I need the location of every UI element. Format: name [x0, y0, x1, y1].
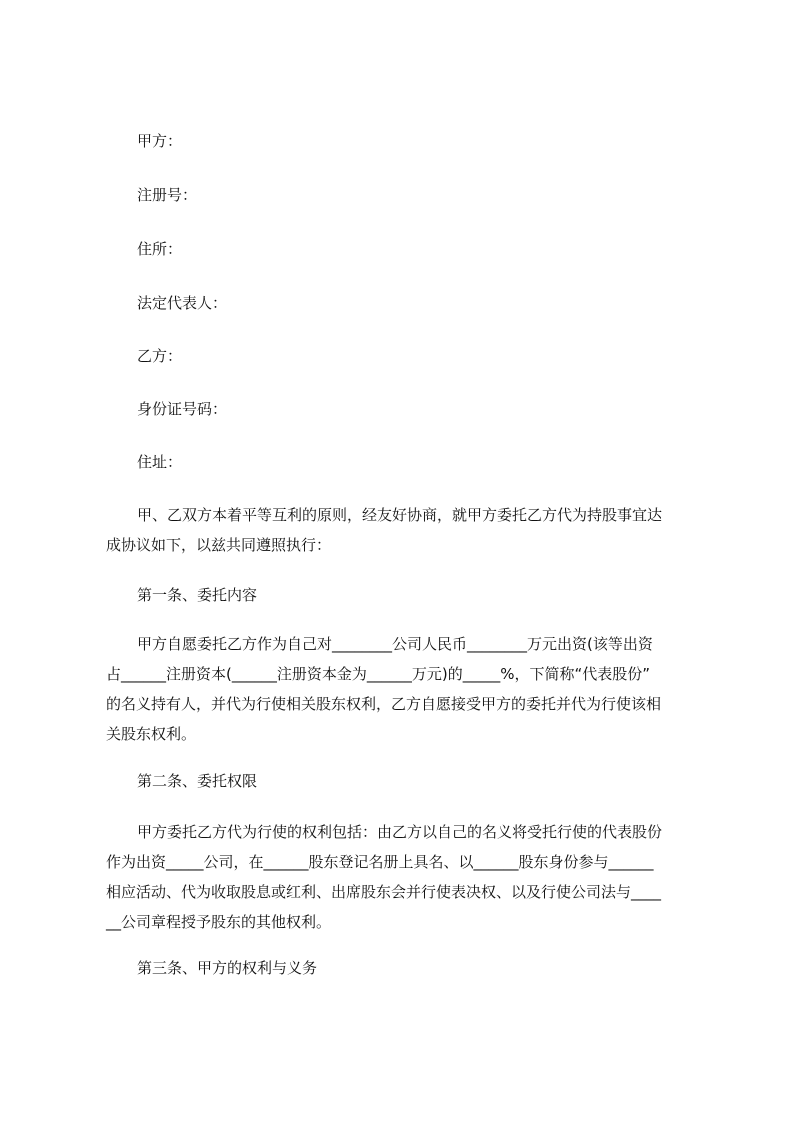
- article2-paragraph: [106, 822, 700, 942]
- intro-line: 甲、乙双方本着平等互利的原则，经友好协商，就甲方委托乙方代为持股事宜达: [137, 506, 663, 524]
- registration-no-label: 注册号：: [137, 186, 198, 204]
- article1-line: 占______注册资本(______注册资本金为______万元)的_____%，下简称“代表股份”: [106, 665, 651, 683]
- article2-line: 作为出资_____公司，在______股东登记名册上具名、以______股东身份参与______: [106, 853, 654, 871]
- article2-line: __公司章程授予股东的其他权利。: [106, 913, 332, 931]
- address-label: 住址：: [137, 453, 183, 471]
- domicile-label: 住所：: [137, 240, 183, 258]
- article1-title: 第一条、委托内容: [137, 586, 258, 604]
- article1-line: 甲方自愿委托乙方作为自己对________公司人民币________万元出资(该等出资: [137, 635, 653, 653]
- intro-line: 成协议如下，以兹共同遵照执行：: [106, 536, 332, 554]
- article2-line: 甲方委托乙方代为行使的权利包括：由乙方以自己的名义将受托行使的代表股份: [137, 823, 663, 841]
- article1-line: 关股东权利。: [106, 725, 197, 743]
- id-number-label: 身份证号码：: [137, 400, 228, 418]
- intro-paragraph: [106, 505, 700, 565]
- party-b-label: 乙方：: [137, 347, 183, 365]
- article3-title: 第三条、甲方的权利与义务: [137, 959, 318, 977]
- article2-title: 第二条、委托权限: [137, 772, 258, 790]
- article2-line: 相应活动、代为收取股息或红利、出席股东会并行使表决权、以及行使公司法与____: [106, 883, 662, 901]
- party-a-label: 甲方：: [137, 132, 183, 150]
- legal-representative-label: 法定代表人：: [137, 294, 228, 312]
- article1-line: 的名义持有人，并代为行使相关股东权利，乙方自愿接受甲方的委托并代为行使该相: [106, 695, 662, 713]
- article1-paragraph: [106, 634, 700, 754]
